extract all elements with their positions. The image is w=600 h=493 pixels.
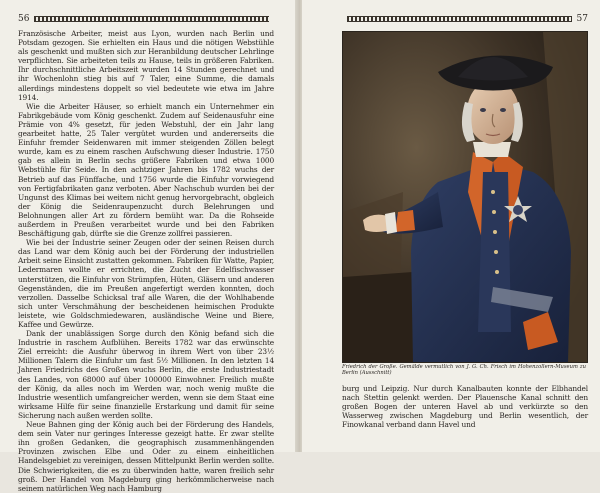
right-page-header [342,14,588,24]
right-header-ornament [347,16,572,22]
portrait-caption: Friedrich der Große. Gemälde vermutlich von J. G. Ch. Frisch im Hohenzollern-Museum zu Berlin (Ausschnitt) [342,364,586,377]
left-paragraph: Französische Arbeiter, meist aus Lyon, wurden nach Berlin und Potsdam gezogen. Sie erhielten ein Haus und die nötigen Webstühle als geschenkt und mußten sich zur Heranbildung deutscher Lehrlinge verpflichten. Sie arbeiteten teils zu Hause, teils in größeren Fabriken. Ihr durchschnittliche Arbeitszeit wurden 14 Stunden gerechnet und ihr Wochenlohn stieg bis auf 7 Taler, eine Summe, die damals allerdings mindestens doppelt so viel bedeutete wie etwa im Jahre 1914. [18,29,274,102]
left-paragraph: Neue Bahnen ging der König auch bei der Förderung des Handels, dem sein Vater nur geringes Interesse gezeigt hatte. Er zwar stellte ihn großen Gedanken, die geographisch zusammenhängenden Provinzen zwischen Elbe und Oder zu einem einheitlichen Handelsgebiet zu vereinigen, dessen Mittelpunkt Berlin werden sollte. Die Schwierigkeiten, die es zu überwinden hatte, waren freilich sehr groß. Der Handel von Magdeburg ging herkömmlicherweise nach seinem natürlichen Weg nach Hamburg [18,420,274,493]
right-page-body [342,384,588,430]
left-paragraph: Wie bei der Industrie seiner Zeugen oder der seinen Reisen durch das Land war dem König auch bei der Förderung der industriellen Arbeit seine Einsicht zustatten gekommen. Fabriken für Watte, Papier, Ledermaren wollte er errichten, die Zucht der Edelfischwasser unterstützen, die Einfuhr von Strümpfen, Hüten, Gläsern und anderen Gegenständen, die im Preußen angefertigt werden konnten, doch verzollen. Dasselbe Schicksal traf alle Waren, die der Wohlhabende sich unter Verschmähung der bescheidenen heimischen Produkte leistete, wie Goldschmiedewaren, ausländische Weine und Biere, Kaffee und Gewürze. [18,238,274,329]
left-paragraph: Wie die Arbeiter Häuser, so erhielt manch ein Unternehmer ein Fabrikgebäude vom König geschenkt. Zudem auf Seidenausfuhr eine Prämie von 4% gesetzt, für jeden Webstuhl, der ein Jahr lang gearbeitet hatte, 25 Taler vergütet wurden und andererseits die Einfuhr fremder Seidenwaren mit immer steigenden Zöllen belegt wurde, kam es zu einem raschen Aufschwung dieser Industrie. 1750 gab es allein in Berlin sechs größere Fabriken und etwa 1000 Webstühle für Seide. In den achtziger Jahren bis 1782 wuchs der Betrieb auf das Fünffache, und 1756 wurde die Einfuhr vorwiegend von Fertigfabrikaten ganz verboten. Aber Nachschub wurden bei der Ungunst des Klimas bei weitem nicht genug hervorgebracht, obgleich der König die Seidenraupenzucht durch Belehrungen und Belohnungen aller Art zu fördern bemüht war. Da die Rohseide außerdem in Preußen verarbeitet wurde und bei den Fabriken Beschäftigung gab, dürfte sie die Grenze zollfrei passieren. [18,101,274,239]
left-page-body [18,29,274,493]
left-header-ornament [34,16,269,22]
left-page-number: 56 [18,14,30,24]
left-paragraph: Dank der unablässigen Sorge durch den König befand sich die Industrie in raschem Aufblühen. Bereits 1782 war das erwünschte Ziel erreicht: die Ausfuhr überwog in ihrem Wert von über 23½ Millionen Talern die Einfuhr um fast 5½ Millionen. In den letzten 14 Jahren Friedrichs des Großen wuchs Berlin, die erste Industriestadt des Landes, von 68000 auf über 100000 Einwohner. Freilich mußte der König, da alles noch im Werden war, noch wenig mußte die Industrie wesentlich umfangreicher werden, wenn sie dem Staat eine wirksame Hilfe für seine finanzielle Erstarkung und damit für seine Sicherung nach außen werden sollte. [18,329,274,420]
right-paragraph: burg und Leipzig. Nur durch Kanalbauten konnte der Elbhandel nach Stettin gelenkt werden. Der Plauensche Kanal schnitt den großen Bogen der unteren Havel ab und verkürzte so den Wasserweg zwischen Magdeburg und Berlin wesentlich, der Finowkanal verband dann Havel und [342,384,588,430]
left-page-header [18,14,274,24]
portrait-illustration [343,32,587,362]
left-page [0,0,298,493]
portrait-plate [342,31,588,363]
right-page-number: 57 [576,14,588,24]
